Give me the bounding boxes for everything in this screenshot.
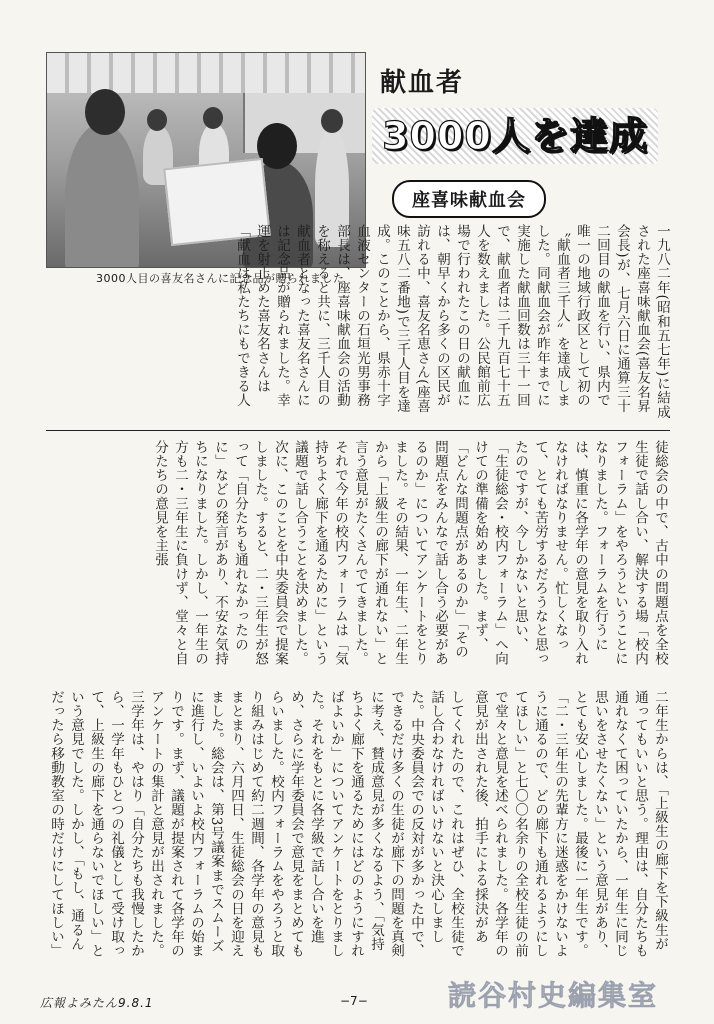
headline-kicker: 献血者 [380, 68, 465, 98]
photo-figure-bg-head [147, 109, 167, 131]
photo-figure-man [65, 123, 139, 268]
student-forum-article-part3: 二年生からは、「上級生の廊下を下級生が通ってもいいと思う。理由は、自分たちも通れなくて困っていたから、一年生に同じ思いをさせたくない」という意見があり、とても安心しました。最後に一年生です。「二・三年生の先輩方に迷惑をかけないように通るので、どの廊下も通れるようにしてほしい」と七〇〇名余りの全校生徒の前で堂々と意見を述べられました。各学年の意見が出された後、拍手による採決があ [472, 690, 668, 958]
student-forum-article-part2: してくれたので、これはぜひ、全校生徒で話し合わなければいけないと決心しました。中央委員会での反対が多かった中で、できるだけ多くの生徒が廊下の問題を真剣に考え、賛成意見が多くなるよう、「気持ちよく廊下を通るためにはどのようにすればよいか」についてアンケートをとりました。それをもとに各学級で話し合いを進め、さらに学年委員会で意見をまとめてもらいました。校内フォーラムをやろうと取り組みはじめて約二週間、各学年の意見もまとまり、六月四日、生徒総会の日を迎えました。総会は、第3号議案までスムーズに進行し、いよいよ校内フォーラムの始まりです。まず、議題が提案されて各学年のアンケートの集計と意見が出されました。三学年は、やはり「自分たちも我慢したから、一学年もひとつの礼儀として受け取って、上級生の廊下を通らないでほしい」という意見でした。しかし、「もし、通るんだったら移動教室の時だけにしてほしい」 [48, 690, 464, 958]
photo-figure-bg-head [203, 107, 223, 129]
organization-badge: 座喜味献血会 [392, 180, 546, 218]
headline-title: 3000人を達成 [372, 108, 658, 164]
photo-banner-decoration [47, 53, 365, 93]
page-number: −7− [340, 994, 368, 1008]
photo-figure-bg-head [321, 109, 343, 133]
photo-caption: 3000人目の喜友名さんに記念品が贈られました [96, 272, 345, 285]
blood-donation-article: 一九八二年(昭和五七年)に結成された座喜味献血会(喜友名昇会長)が、七月六日に通算三十二回目の献血を行い、県内で唯一の地域行政区として初の〝献血者三千人〟を達成しました。同献血会が昨年までに実施した献血回数は三十一回で、献血者は二千九百七十五人を数えました。公民館前広場で行われたこの日の献血には、朝早くから多くの区民が訪れる中、喜友名恵さん(座喜味五八二番地)で三千人目を達成。このことから、県赤十字血液センターの石垣光男事務部長は、座喜味献血会の活動を称えると共に、三千人目の献血者となった喜友名さんには記念品が贈られました。幸運を射止めた喜友名さんは「献血は私たちにもできる人 [234, 224, 670, 420]
archive-watermark: 読谷村史編集室 [448, 979, 659, 1012]
student-forum-article-part1: 徒総会の中で、古中の問題点を全校生徒で話し合い、解決する場「校内フォーラム」をやろうということになりました。フォーラムを行うには、慎重に各学年の意見を取り入れなければなりません。忙しくなって、とても苦労するだろうなと思ったのですが、今しかないと思い、「生徒総会・校内フォーラム」へ向けての準備を始めました。まず、「どんな問題点があるのか」「その問題点をみんなで話し合う必要があるのか」についてアンケートをとりました。その結果、一年生、二年生から「上級生の廊下が通れない」と言う意見がたくさんでてきました。それで今年の校内フォーラムは「気持ちよく廊下を通るために」という議題で話し合うことを決めました。次に、このことを中央委員会で提案しました。すると、二・三年生が怒って「自分たちも通れなかったのに」などの発言があり、不安な気持ちになりました。しかし、一年生の方も二・三年生に負けず、堂々と自分たちの意見を主張 [152, 440, 668, 666]
photo-figure-man-head [85, 89, 125, 135]
section-divider [46, 430, 670, 431]
publication-footer: 広報よみたん9.8.1 [40, 996, 154, 1010]
